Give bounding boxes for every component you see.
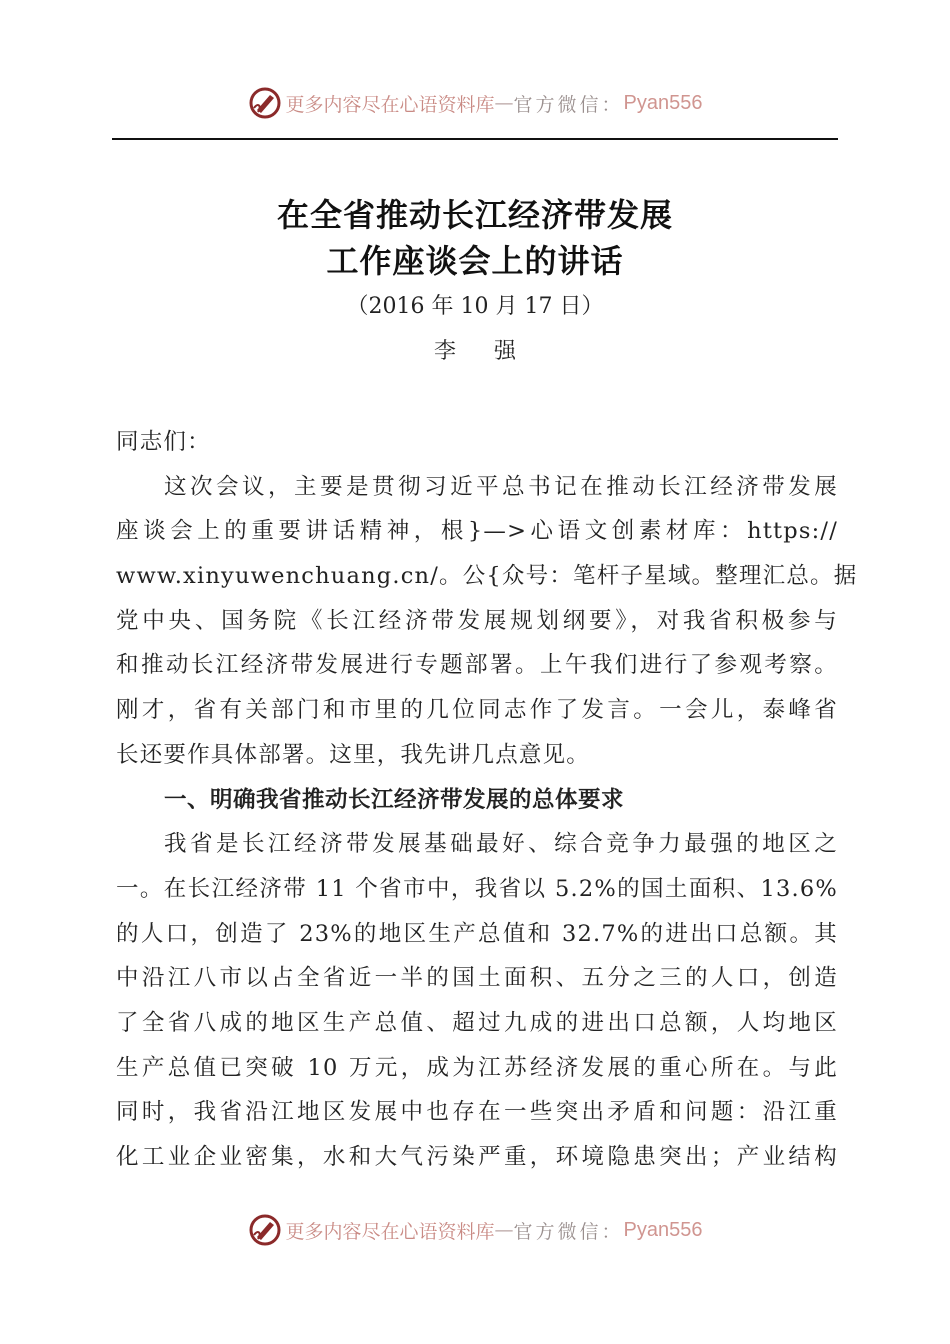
watermark-main-text: 更多内容尽在心语资料库	[285, 93, 495, 116]
body-line: 同时，我省沿江地区发展中也存在一些突出矛盾和问题：沿江重	[116, 1099, 838, 1126]
body-line: 这次会议，主要是贯彻习近平总书记在推动长江经济带发展	[164, 473, 838, 500]
document-author: 李强	[433, 339, 554, 364]
section-heading: 一、明确我省推动长江经济带发展的总体要求	[164, 786, 625, 813]
body-line: 座谈会上的重要讲话精神，根}—>心语文创素材库：https://	[116, 518, 838, 545]
document-title-line-2: 工作座谈会上的讲话	[326, 242, 624, 280]
header-divider	[112, 138, 838, 140]
quill-pen-logo-icon	[248, 1213, 282, 1247]
document-body	[116, 420, 858, 1180]
body-line: 党中央、国务院《长江经济带发展规划纲要》，对我省积极参与	[116, 607, 838, 634]
document-title-line-1: 在全省推动长江经济带发展	[276, 196, 673, 234]
watermark-dash: —	[494, 1219, 514, 1241]
body-line: 长还要作具体部署。这里，我先讲几点意见。	[116, 741, 591, 768]
body-line: 化工业企业密集，水和大气污染严重，环境隐患突出；产业结构	[116, 1144, 838, 1170]
body-line: 和推动长江经济带发展进行专题部署。上午我们进行了参观考察。	[116, 652, 838, 679]
quill-pen-logo-icon	[248, 86, 282, 120]
document-date: （2016 年 10 月 17 日）	[346, 294, 604, 319]
body-line: 生产总值已突破 10 万元，成为江苏经济发展的重心所在。与此	[116, 1054, 838, 1081]
watermark-wechat-id: Pyan556	[623, 91, 703, 114]
header-watermark	[0, 83, 950, 123]
watermark-wechat-label: 官方微信：	[513, 93, 624, 116]
body-line: 了全省八成的地区生产总值、超过九成的进出口总额，人均地区	[116, 1009, 838, 1036]
body-line: 刚才，省有关部门和市里的几位同志作了发言。一会儿，泰峰省	[116, 697, 838, 724]
watermark-main-text: 更多内容尽在心语资料库	[285, 1220, 495, 1243]
body-line: 的人口，创造了 23%的地区生产总值和 32.7%的进出口总额。其	[116, 920, 838, 947]
footer-watermark	[0, 1210, 950, 1250]
salutation: 同志们：	[116, 429, 211, 455]
watermark-wechat-label: 官方微信：	[513, 1220, 624, 1243]
body-line: www.xinyuwenchuang.cn/。公{众号：笔杆子星域。整理汇总。据	[116, 563, 858, 590]
watermark-wechat-id: Pyan556	[623, 1218, 703, 1241]
body-line: 我省是长江经济带发展基础最好、综合竞争力最强的地区之	[164, 831, 838, 858]
body-line: 中沿江八市以占全省近一半的国土面积、五分之三的人口，创造	[116, 965, 838, 992]
watermark-dash: —	[494, 92, 514, 114]
body-line: 一。在长江经济带 11 个省市中，我省以 5.2%的国土面积、13.6%	[116, 875, 838, 902]
